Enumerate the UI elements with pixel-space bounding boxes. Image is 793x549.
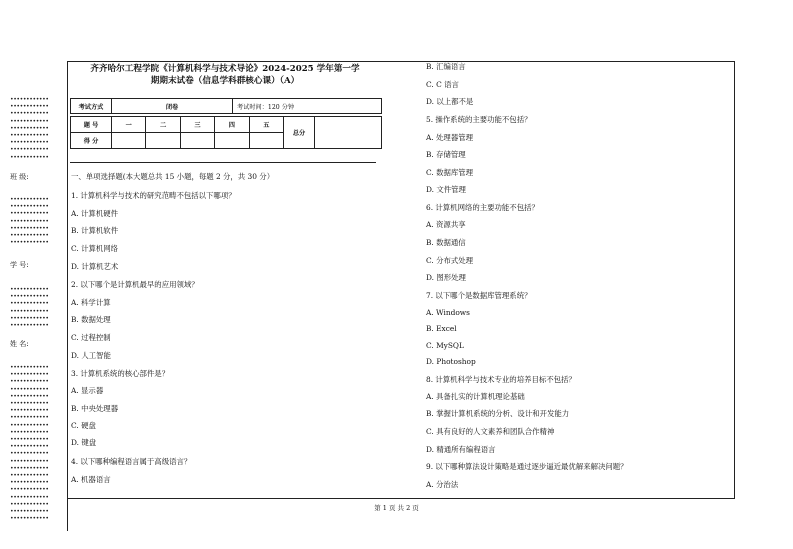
option-text: B. 数据通信 <box>426 238 466 247</box>
method-value: 闭卷 <box>112 99 233 114</box>
score-cell <box>180 133 214 149</box>
option-text: C. 硬盘 <box>71 421 96 430</box>
option-text: B. Excel <box>426 324 457 333</box>
score-label: 得 分 <box>71 133 112 149</box>
option-text: B. 计算机软件 <box>71 226 119 235</box>
option-text: D. 以上都不是 <box>426 97 474 106</box>
total-value <box>315 117 382 149</box>
option-text: C. 过程控制 <box>71 333 111 342</box>
question-label: 题 号 <box>71 117 112 133</box>
method-label: 考试方式 <box>71 99 112 114</box>
option-text: C. MySQL <box>426 341 464 350</box>
option-text: D. 文件管理 <box>426 185 466 194</box>
option-text: C. 数据库管理 <box>426 168 474 177</box>
score-cell <box>215 133 249 149</box>
question-text: 4. 以下哪种编程语言属于高级语言？ <box>71 457 192 466</box>
score-table <box>70 116 382 149</box>
exam-info-table <box>70 98 382 114</box>
page-number: 第 1 页 共 2 页 <box>374 504 419 512</box>
option-text: D. 键盘 <box>71 438 97 447</box>
question-text: 1. 计算机科学与技术的研究范畴不包括以下哪项？ <box>71 191 236 200</box>
score-col: 五 <box>249 117 283 133</box>
question-text: 8. 计算机科学与技术专业的培养目标不包括？ <box>426 375 576 384</box>
option-text: A. 处理器管理 <box>426 133 473 142</box>
option-text: B. 数据处理 <box>71 315 111 324</box>
option-text: D. 精通所有编程语言 <box>426 445 496 454</box>
question-text: 3. 计算机系统的核心部件是？ <box>71 369 170 378</box>
option-text: C. 具有良好的人文素养和团队合作精神 <box>426 427 555 436</box>
option-text: A. 科学计算 <box>71 298 111 307</box>
option-text: C. 计算机网络 <box>71 244 119 253</box>
option-text: A. 显示器 <box>71 386 104 395</box>
student-id-label: 学 号: <box>10 261 29 269</box>
score-col: 一 <box>112 117 146 133</box>
binding-dots: •••••••••••• •••••••••••• •••••••••••• •••••••••••• •••••••••••• •••••••••••• •••••••••••• •••••••••••• •••••••••••• <box>10 96 49 161</box>
option-text: A. Windows <box>426 308 470 317</box>
class-label: 班 级: <box>10 173 29 181</box>
score-cell <box>146 133 180 149</box>
score-col: 二 <box>146 117 180 133</box>
option-text: A. 计算机硬件 <box>71 209 118 218</box>
option-text: D. Photoshop <box>426 357 476 366</box>
option-text: A. 机器语言 <box>71 475 111 484</box>
score-cell <box>249 133 283 149</box>
divider <box>70 162 376 163</box>
option-text: A. 分治法 <box>426 480 459 489</box>
question-text: 6. 计算机网络的主要功能不包括？ <box>426 203 539 212</box>
exam-title <box>70 63 380 87</box>
section-heading: 一、单项选择题(本大题总共 15 小题，每题 2 分，共 30 分） <box>71 172 275 181</box>
title-line-2: 期期末试卷（信息学科群核心课）（A） <box>150 76 300 86</box>
question-text: 2. 以下哪个是计算机最早的应用领域？ <box>71 280 199 289</box>
option-text: A. 具备扎实的计算机理论基础 <box>426 392 525 401</box>
total-label: 总分 <box>284 117 315 149</box>
binding-margin <box>0 0 66 549</box>
score-col: 四 <box>215 117 249 133</box>
title-line-1: 齐齐哈尔工程学院《计算机科学与技术导论》2024-2025 学年第一学 <box>90 64 360 74</box>
binding-dots: •••••••••••• •••••••••••• •••••••••••• •••••••••••• •••••••••••• •••••••••••• •••••••••••• •••••••••••• •••••••••••• •••••••••••• •••••••••••• •••••••••••• •••••••••••• •••••••••••• •••••••••••• •••••••••••• •••••••••••• •••••••••••• •••••••••••• •••••••••••• •••••••••••• •••••••••••• <box>10 364 49 523</box>
binding-dots: •••••••••••• •••••••••••• •••••••••••• •••••••••••• •••••••••••• •••••••••••• •••••••••••• <box>10 196 49 247</box>
score-cell <box>112 133 146 149</box>
option-text: C. C 语言 <box>426 80 459 89</box>
option-text: D. 图形处理 <box>426 273 466 282</box>
option-text: D. 计算机艺术 <box>71 262 119 271</box>
question-text: 9. 以下哪种算法设计策略是通过逐步逼近最优解来解决问题？ <box>426 462 628 471</box>
question-text: 5. 操作系统的主要功能不包括？ <box>426 115 532 124</box>
question-text: 7. 以下哪个是数据库管理系统？ <box>426 291 532 300</box>
option-text: B. 汇编语言 <box>426 62 466 71</box>
name-label: 姓 名: <box>10 340 29 348</box>
option-text: B. 掌握计算机系统的分析、设计和开发能力 <box>426 409 570 418</box>
option-text: B. 存储管理 <box>426 150 466 159</box>
option-text: C. 分布式处理 <box>426 256 474 265</box>
option-text: B. 中央处理器 <box>71 404 119 413</box>
binding-dots: •••••••••••• •••••••••••• •••••••••••• •••••••••••• •••••••••••• •••••••••••• <box>10 286 49 330</box>
exam-time: 考试时间：120 分钟 <box>233 99 382 114</box>
score-col: 三 <box>180 117 214 133</box>
option-text: D. 人工智能 <box>71 351 111 360</box>
option-text: A. 资源共享 <box>426 220 466 229</box>
